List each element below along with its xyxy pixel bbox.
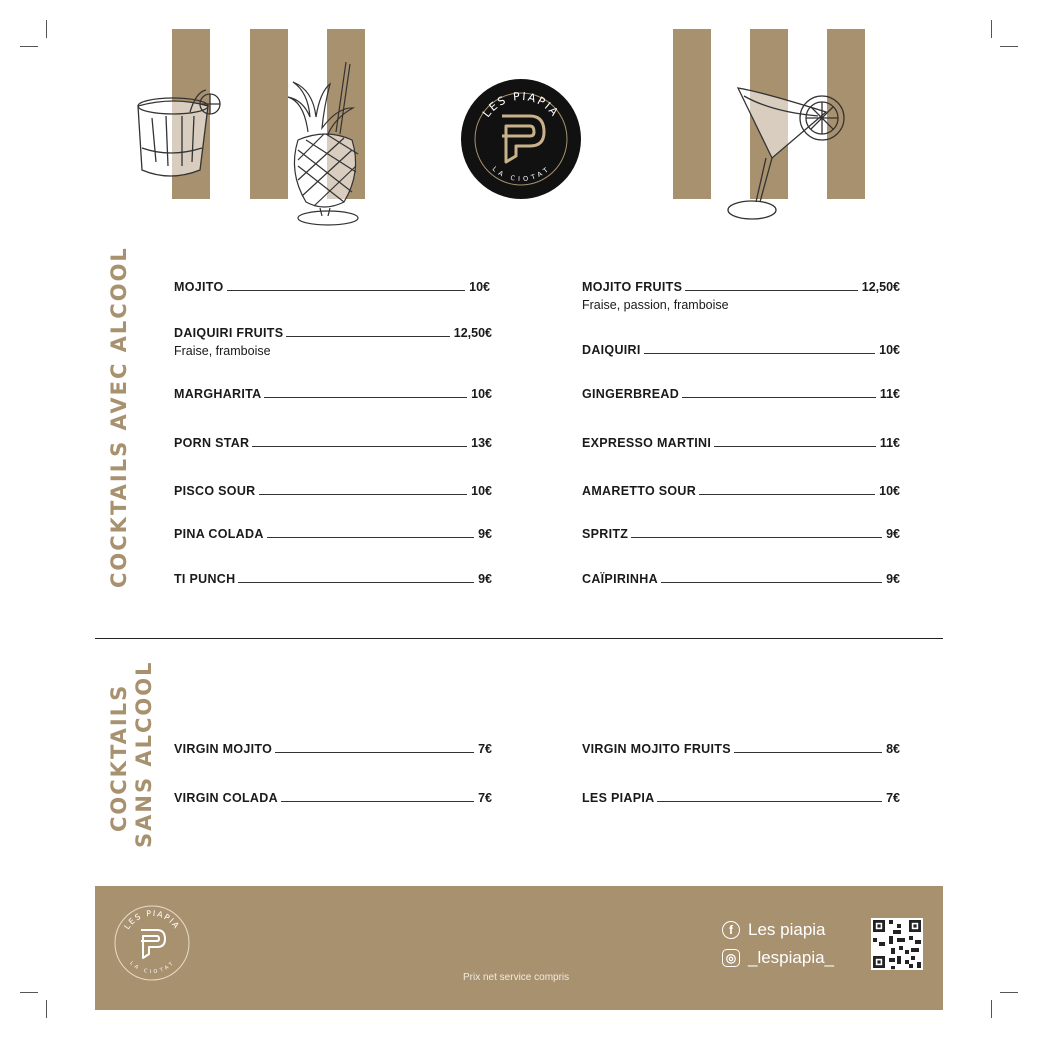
service-note: Prix net service compris <box>463 972 570 983</box>
crop-mark <box>20 992 38 993</box>
menu-item <box>174 385 492 405</box>
leader-line <box>714 446 876 447</box>
menu-item <box>582 570 900 590</box>
leader-line <box>275 752 474 753</box>
section-title-with-alcohol: COCKTAILS AVEC ALCOOL <box>107 246 131 588</box>
facebook-link[interactable] <box>722 920 826 940</box>
leader-line <box>267 537 474 538</box>
item-name: SPRITZ <box>582 527 629 541</box>
menu-item <box>174 434 492 454</box>
section-title-without-alcohol-line1: COCKTAILS <box>107 683 131 832</box>
item-price: 12,50€ <box>453 326 492 340</box>
item-name: CAÏPIRINHA <box>582 572 658 586</box>
footer-logo <box>113 904 191 982</box>
pineapple-glass-illustration <box>258 62 390 227</box>
menu-item <box>174 482 492 502</box>
item-name: VIRGIN MOJITO <box>174 742 273 756</box>
item-price: 13€ <box>471 436 492 450</box>
menu-item <box>174 789 492 809</box>
item-name: TI PUNCH <box>174 572 236 586</box>
item-description: Fraise, framboise <box>174 344 271 358</box>
item-name: PISCO SOUR <box>174 484 256 498</box>
leader-line <box>631 537 882 538</box>
leader-line <box>281 801 474 802</box>
item-price: 10€ <box>469 280 490 294</box>
item-name: MOJITO <box>174 280 224 294</box>
item-name: VIRGIN COLADA <box>174 791 278 805</box>
leader-line <box>644 353 875 354</box>
leader-line <box>264 397 467 398</box>
item-name: AMARETTO SOUR <box>582 484 697 498</box>
decor-stripe <box>673 29 711 199</box>
leader-line <box>227 290 466 291</box>
item-name: PORN STAR <box>174 436 250 450</box>
item-price: 9€ <box>478 527 492 541</box>
item-price: 12,50€ <box>861 280 900 294</box>
item-price: 10€ <box>471 387 492 401</box>
instagram-label: _lespiapia_ <box>748 948 835 967</box>
menu-item <box>174 525 492 545</box>
leader-line <box>661 582 882 583</box>
menu-item <box>174 324 492 358</box>
crop-mark <box>46 20 47 38</box>
item-description: Fraise, passion, framboise <box>582 298 729 312</box>
whisky-glass-illustration <box>130 88 230 188</box>
item-price: 11€ <box>879 436 900 450</box>
menu-item <box>174 278 490 298</box>
item-price: 9€ <box>478 572 492 586</box>
crop-mark <box>46 1000 47 1018</box>
item-price: 10€ <box>879 484 900 498</box>
footer-band <box>95 886 943 1010</box>
crop-mark <box>991 20 992 38</box>
item-price: 7€ <box>478 791 492 805</box>
menu-item <box>582 278 900 312</box>
item-name: PINA COLADA <box>174 527 264 541</box>
menu-item <box>582 385 900 405</box>
instagram-icon: ◎ <box>722 949 740 967</box>
leader-line <box>252 446 467 447</box>
leader-line <box>238 582 474 583</box>
leader-line <box>685 290 858 291</box>
menu-item <box>582 434 900 454</box>
item-price: 11€ <box>879 387 900 401</box>
qr-code <box>871 918 923 970</box>
item-name: DAIQUIRI <box>582 343 641 357</box>
item-name: EXPRESSO MARTINI <box>582 436 712 450</box>
section-divider <box>95 638 943 639</box>
leader-line <box>259 494 468 495</box>
martini-glass-illustration <box>722 82 852 222</box>
menu-item <box>174 740 492 760</box>
item-price: 7€ <box>478 742 492 756</box>
item-price: 7€ <box>886 791 900 805</box>
crop-mark <box>1000 992 1018 993</box>
svg-text:LES PIAPIA: LES PIAPIA <box>122 908 182 932</box>
item-price: 9€ <box>886 572 900 586</box>
menu-item <box>582 341 900 361</box>
svg-text:LA CIOTAT: LA CIOTAT <box>128 960 176 976</box>
item-name: VIRGIN MOJITO FRUITS <box>582 742 731 756</box>
item-name: LES PIAPIA <box>582 791 655 805</box>
leader-line <box>734 752 882 753</box>
facebook-label: Les piapia <box>748 920 826 939</box>
leader-line <box>682 397 876 398</box>
leader-line <box>286 336 449 337</box>
item-price: 10€ <box>471 484 492 498</box>
menu-item <box>582 740 900 760</box>
item-name: MARGHARITA <box>174 387 262 401</box>
menu-item <box>582 789 900 809</box>
leader-line <box>657 801 882 802</box>
svg-text:LA CIOTAT: LA CIOTAT <box>490 164 552 184</box>
facebook-icon: f <box>722 921 740 939</box>
item-name: DAIQUIRI FRUITS <box>174 326 284 340</box>
svg-text:LES PIAPIA: LES PIAPIA <box>480 89 562 120</box>
menu-item <box>582 482 900 502</box>
item-price: 10€ <box>879 343 900 357</box>
item-name: GINGERBREAD <box>582 387 680 401</box>
brand-logo <box>460 78 582 200</box>
item-price: 9€ <box>886 527 900 541</box>
item-price: 8€ <box>886 742 900 756</box>
section-title-without-alcohol-line2: SANS ALCOOL <box>132 660 156 848</box>
crop-mark <box>20 46 38 47</box>
crop-mark <box>991 1000 992 1018</box>
crop-mark <box>1000 46 1018 47</box>
instagram-link[interactable] <box>722 948 834 968</box>
leader-line <box>699 494 875 495</box>
menu-item <box>174 570 492 590</box>
menu-item <box>582 525 900 545</box>
item-name: MOJITO FRUITS <box>582 280 683 294</box>
